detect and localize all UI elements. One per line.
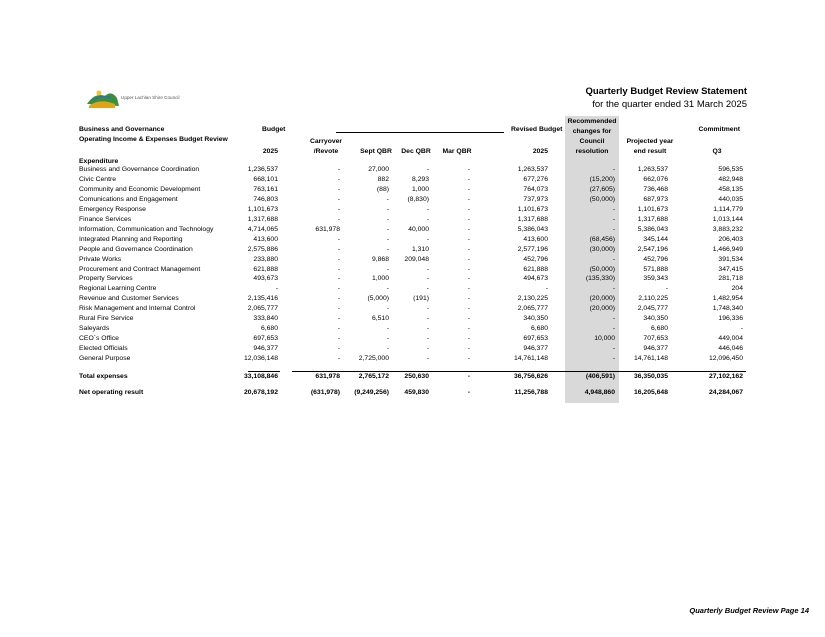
cell-budget: 33,108,846 <box>243 373 278 380</box>
cell-revised-budget: 1,317,688 <box>517 215 548 223</box>
cell-revised-budget: 14,761,148 <box>513 355 548 363</box>
cell-sept-qbr: - <box>386 265 389 273</box>
cell-dec-qbr: - <box>426 305 429 313</box>
cell-recommended: - <box>612 345 615 353</box>
cell-recommended: - <box>612 215 615 223</box>
cell-mar-qbr: - <box>467 225 470 233</box>
col-revised-header: Revised Budget <box>511 126 563 133</box>
cell-carryover: - <box>337 345 340 353</box>
cell-commitment: 24,284,067 <box>708 389 743 396</box>
cell-sept-qbr: - <box>386 245 389 253</box>
cell-projected: 946,377 <box>643 345 668 353</box>
cell-recommended: - <box>612 225 615 233</box>
cell-commitment: - <box>740 325 743 333</box>
col-carryover-header-1: Carryover <box>309 138 343 145</box>
col-recommended-1: Recommended <box>567 118 617 125</box>
cell-commitment: 440,035 <box>718 195 743 203</box>
report-subtitle: for the quarter ended 31 March 2025 <box>592 99 747 110</box>
cell-budget: 621,888 <box>253 265 278 273</box>
cell-carryover: - <box>337 205 340 213</box>
cell-revised-budget: 1,101,673 <box>517 205 548 213</box>
cell-revised-budget: 697,653 <box>523 335 548 343</box>
col-budget-header: Budget <box>262 126 286 133</box>
cell-dec-qbr: - <box>426 215 429 223</box>
cell-budget: 1,317,688 <box>247 215 278 223</box>
cell-label: Business and Governance Coordination <box>79 166 200 173</box>
cell-commitment: 446,046 <box>718 345 743 353</box>
cell-projected: 2,547,196 <box>637 245 668 253</box>
cell-commitment: 391,534 <box>718 255 743 263</box>
cell-recommended: (30,000) <box>589 245 615 253</box>
cell-dec-qbr: 209,048 <box>404 255 429 263</box>
cell-mar-qbr: - <box>467 195 470 203</box>
cell-recommended: - <box>612 355 615 363</box>
cell-sept-qbr: - <box>386 225 389 233</box>
cell-carryover: - <box>337 265 340 273</box>
col-projected-1: Projected year <box>626 138 674 145</box>
cell-carryover: - <box>337 335 340 343</box>
cell-revised-budget: 2,130,225 <box>517 295 548 303</box>
cell-commitment: 27,102,162 <box>708 373 743 380</box>
cell-carryover: - <box>337 166 340 173</box>
cell-revised-budget: 5,386,043 <box>517 225 548 233</box>
cell-sept-qbr: 1,000 <box>371 275 389 283</box>
cell-recommended: (20,000) <box>589 295 615 303</box>
col-sept-header: Sept QBR <box>360 148 392 155</box>
cell-projected: 736,468 <box>643 185 668 193</box>
cell-recommended: - <box>612 325 615 333</box>
cell-mar-qbr: - <box>467 265 470 273</box>
cell-budget: 2,065,777 <box>247 305 278 313</box>
cell-dec-qbr: - <box>426 325 429 333</box>
col-mar-header: Mar QBR <box>442 148 472 155</box>
table-heading-1: Business and Governance <box>79 126 165 133</box>
cell-budget: 1,101,673 <box>247 205 278 213</box>
cell-sept-qbr: (88) <box>376 185 389 193</box>
cell-sept-qbr: - <box>386 215 389 223</box>
cell-revised-budget: 677,276 <box>523 175 548 183</box>
cell-commitment: 458,135 <box>718 185 743 193</box>
cell-budget: 697,653 <box>253 335 278 343</box>
cell-revised-budget: 494,673 <box>523 275 548 283</box>
cell-dec-qbr: - <box>426 315 429 323</box>
table-heading-2: Operating Income & Expenses Budget Review <box>79 136 228 143</box>
cell-recommended: - <box>612 285 615 293</box>
col-revised-year: 2025 <box>532 148 548 155</box>
cell-label: Revenue and Customer Services <box>79 295 179 303</box>
qbr-group-line <box>336 132 504 133</box>
cell-sept-qbr: - <box>386 345 389 353</box>
cell-commitment: 12,096,450 <box>708 355 743 363</box>
cell-budget: 413,600 <box>253 235 278 243</box>
cell-budget: 12,036,148 <box>243 355 278 363</box>
cell-dec-qbr: - <box>426 205 429 213</box>
cell-projected: 571,888 <box>643 265 668 273</box>
cell-revised-budget: 2,577,196 <box>517 245 548 253</box>
cell-mar-qbr: - <box>467 345 470 353</box>
total-line-budget <box>248 371 280 372</box>
cell-sept-qbr: 2,765,172 <box>358 373 389 380</box>
cell-revised-budget: 36,756,626 <box>513 373 548 380</box>
cell-recommended: - <box>612 315 615 323</box>
col-q3-header: Q3 <box>712 148 722 155</box>
cell-projected: 16,205,648 <box>633 389 668 396</box>
cell-dec-qbr: - <box>426 265 429 273</box>
cell-dec-qbr: 459,830 <box>404 389 429 396</box>
cell-sept-qbr: 9,868 <box>371 255 389 263</box>
cell-sept-qbr: 6,510 <box>371 315 389 323</box>
cell-label: Regional Learning Centre <box>79 285 157 293</box>
cell-mar-qbr: - <box>467 215 470 223</box>
cell-dec-qbr: - <box>426 345 429 353</box>
cell-sept-qbr: - <box>386 335 389 343</box>
cell-label: Civic Centre <box>79 175 117 183</box>
cell-dec-qbr: 40,000 <box>408 225 429 233</box>
cell-sept-qbr: 2,725,000 <box>358 355 389 363</box>
cell-label: Community and Economic Development <box>79 185 201 193</box>
cell-sept-qbr: - <box>386 205 389 213</box>
cell-mar-qbr: - <box>467 285 470 293</box>
cell-carryover: - <box>337 245 340 253</box>
cell-carryover: - <box>337 275 340 283</box>
cell-carryover: - <box>337 355 340 363</box>
cell-carryover: (631,978) <box>310 389 340 396</box>
cell-budget: 20,678,192 <box>243 389 278 396</box>
cell-revised-budget: 764,073 <box>523 185 548 193</box>
cell-dec-qbr: 250,630 <box>404 373 429 380</box>
cell-projected: 345,144 <box>643 235 668 243</box>
cell-recommended: (50,000) <box>589 195 615 203</box>
cell-carryover: 631,978 <box>315 373 340 380</box>
cell-revised-budget: 340,350 <box>523 315 548 323</box>
cell-carryover: - <box>337 285 340 293</box>
cell-recommended: (50,000) <box>589 265 615 273</box>
cell-recommended: (15,200) <box>589 175 615 183</box>
cell-projected: 707,653 <box>643 335 668 343</box>
cell-projected: 5,386,043 <box>637 225 668 233</box>
cell-mar-qbr: - <box>467 373 470 380</box>
cell-revised-budget: 737,973 <box>523 195 548 203</box>
cell-sept-qbr: - <box>386 285 389 293</box>
cell-label: People and Governance Coordination <box>79 245 193 253</box>
cell-label: Private Works <box>79 255 122 263</box>
cell-mar-qbr: - <box>467 255 470 263</box>
cell-mar-qbr: - <box>467 245 470 253</box>
cell-dec-qbr: - <box>426 335 429 343</box>
cell-revised-budget: 6,680 <box>530 325 548 333</box>
cell-commitment: 1,748,340 <box>712 305 743 313</box>
cell-budget: 493,673 <box>253 275 278 283</box>
col-recommended-3: Council <box>579 138 605 145</box>
cell-carryover: - <box>337 175 340 183</box>
col-budget-year: 2025 <box>262 148 278 155</box>
cell-dec-qbr: 8,293 <box>411 175 429 183</box>
cell-recommended: (406,591) <box>585 373 615 380</box>
cell-mar-qbr: - <box>467 235 470 243</box>
cell-revised-budget: 2,065,777 <box>517 305 548 313</box>
cell-mar-qbr: - <box>467 325 470 333</box>
cell-sept-qbr: - <box>386 235 389 243</box>
cell-budget: 1,236,537 <box>247 166 278 173</box>
cell-commitment: 281,718 <box>718 275 743 283</box>
cell-carryover: - <box>337 185 340 193</box>
cell-commitment: 449,004 <box>718 335 743 343</box>
cell-dec-qbr: (8,830) <box>407 195 429 203</box>
cell-budget: - <box>275 285 278 293</box>
cell-revised-budget: 11,256,788 <box>514 389 548 396</box>
col-projected-2: end result <box>633 148 667 155</box>
cell-commitment: 196,336 <box>718 315 743 323</box>
cell-dec-qbr: - <box>426 235 429 243</box>
cell-budget: 946,377 <box>253 345 278 353</box>
cell-commitment: 482,948 <box>718 175 743 183</box>
cell-mar-qbr: - <box>467 335 470 343</box>
cell-label: Integrated Planning and Reporting <box>79 235 183 243</box>
cell-label: Total expenses <box>79 373 128 380</box>
cell-recommended: 4,948,860 <box>584 389 615 396</box>
cell-sept-qbr: - <box>386 325 389 333</box>
cell-dec-qbr: 1,000 <box>411 185 429 193</box>
cell-budget: 2,135,416 <box>247 295 278 303</box>
cell-projected: 14,761,148 <box>633 355 668 363</box>
cell-budget: 746,803 <box>253 195 278 203</box>
cell-commitment: 596,535 <box>718 166 743 173</box>
report-title: Quarterly Budget Review Statement <box>585 86 747 97</box>
cell-mar-qbr: - <box>467 295 470 303</box>
cell-projected: 2,045,777 <box>637 305 668 313</box>
cell-dec-qbr: 1,310 <box>411 245 429 253</box>
cell-carryover: - <box>337 195 340 203</box>
cell-revised-budget: 621,888 <box>523 265 548 273</box>
cell-label: CEO`s Office <box>79 335 119 343</box>
cell-revised-budget: 946,377 <box>523 345 548 353</box>
cell-recommended: (27,605) <box>589 185 615 193</box>
col-dec-header: Dec QBR <box>401 148 431 155</box>
cell-budget: 668,101 <box>253 175 278 183</box>
cell-mar-qbr: - <box>467 315 470 323</box>
col-recommended-2: changes for <box>572 128 612 135</box>
cell-recommended: - <box>612 255 615 263</box>
cell-projected: 662,076 <box>643 175 668 183</box>
cell-commitment: 1,482,954 <box>712 295 743 303</box>
cell-dec-qbr: - <box>426 275 429 283</box>
cell-mar-qbr: - <box>467 355 470 363</box>
cell-recommended: (20,000) <box>589 305 615 313</box>
cell-label: Information, Communication and Technology <box>79 225 214 233</box>
cell-projected: 1,101,673 <box>637 205 668 213</box>
logo-text: Upper Lachlan Shire Council <box>121 95 180 100</box>
cell-sept-qbr: (5,000) <box>367 295 389 303</box>
cell-projected: - <box>665 285 668 293</box>
cell-budget: 763,161 <box>253 185 278 193</box>
cell-mar-qbr: - <box>467 175 470 183</box>
col-commitment-header: Commitment <box>698 126 740 133</box>
cell-projected: 359,343 <box>643 275 668 283</box>
cell-recommended: 10,000 <box>594 335 615 343</box>
cell-label: Comunications and Engagement <box>79 195 178 203</box>
cell-recommended: (135,330) <box>585 275 615 283</box>
cell-dec-qbr: - <box>426 355 429 363</box>
cell-sept-qbr: - <box>386 195 389 203</box>
cell-budget: 4,714,065 <box>247 225 278 233</box>
cell-projected: 1,317,688 <box>637 215 668 223</box>
cell-mar-qbr: - <box>467 185 470 193</box>
cell-budget: 233,880 <box>253 255 278 263</box>
cell-sept-qbr: 27,000 <box>368 166 389 173</box>
cell-budget: 6,680 <box>260 325 278 333</box>
cell-carryover: - <box>337 255 340 263</box>
cell-mar-qbr: - <box>467 389 470 396</box>
page-footer: Quarterly Budget Review Page 14 <box>689 606 809 615</box>
cell-carryover: - <box>337 235 340 243</box>
cell-label: Emergency Response <box>79 205 146 213</box>
cell-label: Elected Officials <box>79 345 128 353</box>
cell-mar-qbr: - <box>467 205 470 213</box>
cell-carryover: 631,978 <box>315 225 340 233</box>
cell-mar-qbr: - <box>467 275 470 283</box>
cell-revised-budget: 413,600 <box>523 235 548 243</box>
cell-commitment: 3,883,232 <box>712 225 743 233</box>
cell-commitment: 1,114,779 <box>713 205 743 213</box>
col-recommended-4: resolution <box>575 148 609 155</box>
cell-carryover: - <box>337 295 340 303</box>
total-line-rest <box>292 371 746 372</box>
cell-label: Saleyards <box>79 325 110 333</box>
cell-revised-budget: 452,796 <box>523 255 548 263</box>
cell-sept-qbr: - <box>386 305 389 313</box>
cell-mar-qbr: - <box>467 166 470 173</box>
cell-label: Procurement and Contract Management <box>79 265 201 273</box>
cell-label: Property Services <box>79 275 133 283</box>
cell-dec-qbr: - <box>426 166 429 173</box>
cell-carryover: - <box>337 215 340 223</box>
cell-sept-qbr: 882 <box>377 175 389 183</box>
cell-projected: 687,973 <box>643 195 668 203</box>
cell-label: Finance Services <box>79 215 132 223</box>
cell-recommended: - <box>612 205 615 213</box>
cell-projected: 340,350 <box>643 315 668 323</box>
cell-label: Net operating result <box>79 389 144 396</box>
cell-commitment: 1,466,949 <box>712 245 743 253</box>
cell-budget: 2,575,886 <box>247 245 278 253</box>
cell-label: General Purpose <box>79 355 131 363</box>
cell-carryover: - <box>337 305 340 313</box>
cell-commitment: 1,013,144 <box>712 215 743 223</box>
col-carryover-header-2: /Revote <box>313 148 339 155</box>
cell-carryover: - <box>337 315 340 323</box>
cell-recommended: - <box>612 166 615 173</box>
cell-commitment: 347,415 <box>718 265 743 273</box>
cell-label: Rural Fire Service <box>79 315 134 323</box>
cell-mar-qbr: - <box>467 305 470 313</box>
cell-sept-qbr: (9,249,256) <box>354 389 389 396</box>
cell-projected: 1,263,537 <box>637 166 668 173</box>
cell-label: Risk Management and Internal Control <box>79 305 196 313</box>
cell-projected: 6,680 <box>650 325 668 333</box>
cell-projected: 2,110,225 <box>638 295 668 303</box>
council-logo <box>85 86 180 110</box>
cell-revised-budget: 1,263,537 <box>517 166 548 173</box>
cell-carryover: - <box>337 325 340 333</box>
section-label: Expenditure <box>79 158 119 165</box>
cell-projected: 452,796 <box>643 255 668 263</box>
cell-commitment: 206,403 <box>718 235 743 243</box>
cell-recommended: (68,456) <box>589 235 615 243</box>
cell-dec-qbr: - <box>426 285 429 293</box>
cell-budget: 333,840 <box>253 315 278 323</box>
cell-revised-budget: - <box>545 285 548 293</box>
cell-commitment: 204 <box>731 285 743 293</box>
cell-dec-qbr: (191) <box>413 295 429 303</box>
cell-projected: 36,350,035 <box>633 373 668 380</box>
